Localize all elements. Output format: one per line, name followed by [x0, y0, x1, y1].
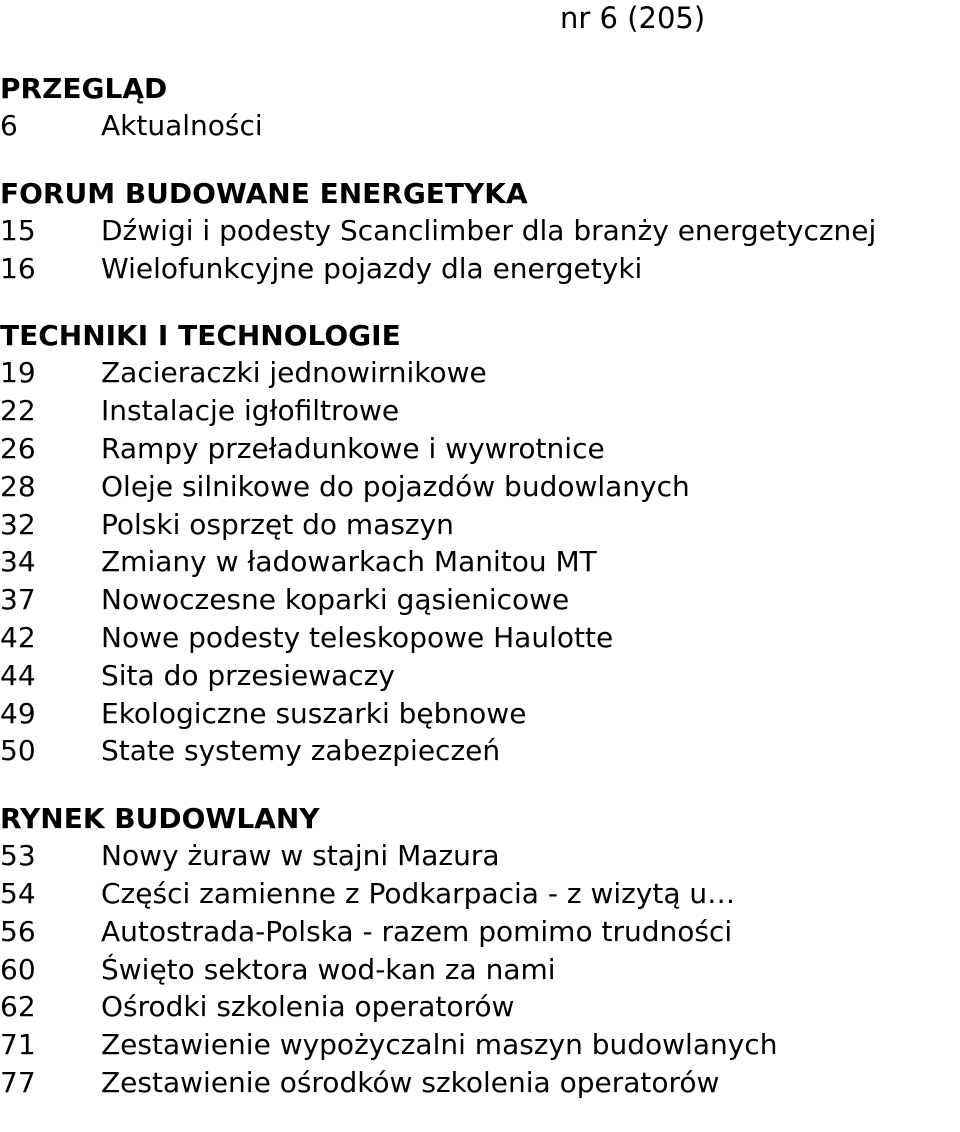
article-title: Rampy przeładunkowe i wywrotnice [101, 431, 605, 465]
article-title: Instalacje igłofiltrowe [101, 394, 400, 428]
toc-entry [0, 506, 960, 544]
article-title: Święto sektora wod-kan za nami [101, 952, 556, 986]
toc-entry [0, 354, 960, 392]
section-title: RYNEK BUDOWLANY [0, 802, 320, 836]
page-number: 50 [0, 734, 36, 768]
page-number: 34 [0, 545, 36, 579]
page-number: 22 [0, 394, 36, 428]
article-title: Polski osprzęt do maszyn [101, 507, 454, 541]
page-number: 42 [0, 620, 36, 654]
article-title: Sita do przesiewaczy [101, 658, 395, 692]
article-title: State systemy zabezpieczeń [101, 734, 501, 768]
article-title: Ekologiczne suszarki bębnowe [101, 696, 527, 730]
toc-entry [0, 657, 960, 695]
toc-section [0, 800, 960, 1102]
page-number: 71 [0, 1028, 36, 1062]
page-number: 56 [0, 914, 36, 948]
article-title: Aktualności [101, 109, 263, 142]
toc-entry [0, 1064, 960, 1102]
article-title: Nowe podesty teleskopowe Haulotte [101, 620, 614, 654]
page-number: 16 [0, 251, 36, 285]
page-number: 19 [0, 356, 36, 390]
article-title: Zacieraczki jednowirnikowe [101, 356, 487, 390]
issue-number: nr 6 (205) [560, 1, 706, 35]
toc-entry [0, 468, 960, 506]
page-number: 15 [0, 213, 36, 247]
toc-entry [0, 212, 960, 250]
page-number: 53 [0, 839, 36, 873]
page-number: 60 [0, 952, 36, 986]
page-number: 26 [0, 431, 36, 465]
toc-entry [0, 951, 960, 989]
toc-entry [0, 250, 960, 288]
toc-section [0, 317, 960, 770]
toc-entry [0, 1026, 960, 1064]
toc-entry [0, 430, 960, 468]
toc-entry [0, 619, 960, 657]
page-number: 77 [0, 1065, 36, 1099]
article-title: Dźwigi i podesty Scanclimber dla branży energetycznej [101, 213, 877, 247]
article-title: Wielofunkcyjne pojazdy dla energetyki [101, 251, 643, 285]
page-number: 44 [0, 658, 36, 692]
toc-entry [0, 695, 960, 733]
section-title: PRZEGLĄD [0, 72, 168, 105]
toc-entry [0, 913, 960, 951]
toc-entry [0, 107, 960, 145]
section-title: FORUM BUDOWANE ENERGETYKA [0, 176, 528, 210]
toc-entry [0, 837, 960, 875]
article-title: Oleje silnikowe do pojazdów budowlanych [101, 469, 690, 503]
article-title: Ośrodki szkolenia operatorów [101, 990, 515, 1024]
page-number: 28 [0, 469, 36, 503]
article-title: Nowoczesne koparki gąsienicowe [101, 583, 570, 617]
section-title: TECHNIKI I TECHNOLOGIE [0, 319, 401, 353]
toc-entry [0, 392, 960, 430]
toc-section [0, 70, 960, 145]
page-number: 49 [0, 696, 36, 730]
article-title: Nowy żuraw w stajni Mazura [101, 839, 500, 873]
toc-entry [0, 543, 960, 581]
toc-entry [0, 875, 960, 913]
page-number: 54 [0, 876, 36, 910]
table-of-contents [0, 70, 960, 1132]
toc-entry [0, 732, 960, 770]
page-number: 62 [0, 990, 36, 1024]
article-title: Autostrada-Polska - razem pomimo trudności [101, 914, 733, 948]
toc-entry [0, 581, 960, 619]
article-title: Zestawienie wypożyczalni maszyn budowlanych [101, 1028, 778, 1062]
toc-entry [0, 988, 960, 1026]
article-title: Zestawienie ośrodków szkolenia operatorów [101, 1065, 720, 1099]
article-title: Części zamienne z Podkarpacia - z wizytą u… [101, 876, 736, 910]
page-number: 6 [0, 109, 18, 142]
article-title: Zmiany w ładowarkach Manitou MT [101, 545, 597, 579]
page-number: 32 [0, 507, 36, 541]
page-number: 37 [0, 583, 36, 617]
toc-section [0, 175, 960, 288]
